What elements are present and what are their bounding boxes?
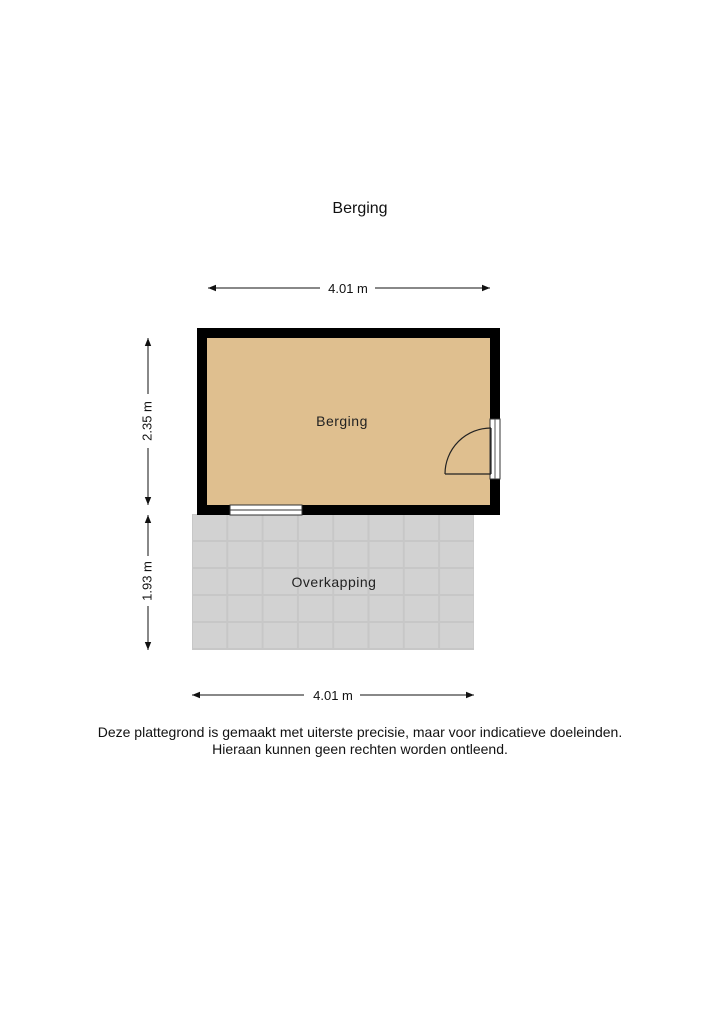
wall-right-upper xyxy=(490,328,500,419)
dimension-overkapping-depth xyxy=(139,515,154,650)
page-title: Berging xyxy=(332,200,388,217)
wall-top xyxy=(197,328,500,338)
dimension-bottom-width xyxy=(192,688,474,703)
dimension-berging-depth xyxy=(139,338,154,505)
disclaimer-line-1: Deze plattegrond is gemaakt met uiterste precisie, maar voor indicatieve doeleinden. xyxy=(97,724,623,740)
disclaimer xyxy=(0,724,720,758)
dimension-overkapping-label: 1.93 m xyxy=(139,561,155,601)
dimension-top-width xyxy=(208,281,490,296)
wall-left xyxy=(197,328,207,515)
room-label-berging: Berging xyxy=(316,413,368,429)
wall-bottom-right xyxy=(302,505,500,515)
dimension-bottom-label: 4.01 m xyxy=(313,688,353,703)
wall-bottom-left xyxy=(197,505,230,515)
dimension-berging-label: 2.35 m xyxy=(139,401,155,441)
dimension-top-label: 4.01 m xyxy=(328,281,368,296)
window xyxy=(230,505,302,515)
disclaimer-line-2: Hieraan kunnen geen rechten worden ontleend. xyxy=(212,741,508,757)
room-label-overkapping: Overkapping xyxy=(291,574,377,590)
